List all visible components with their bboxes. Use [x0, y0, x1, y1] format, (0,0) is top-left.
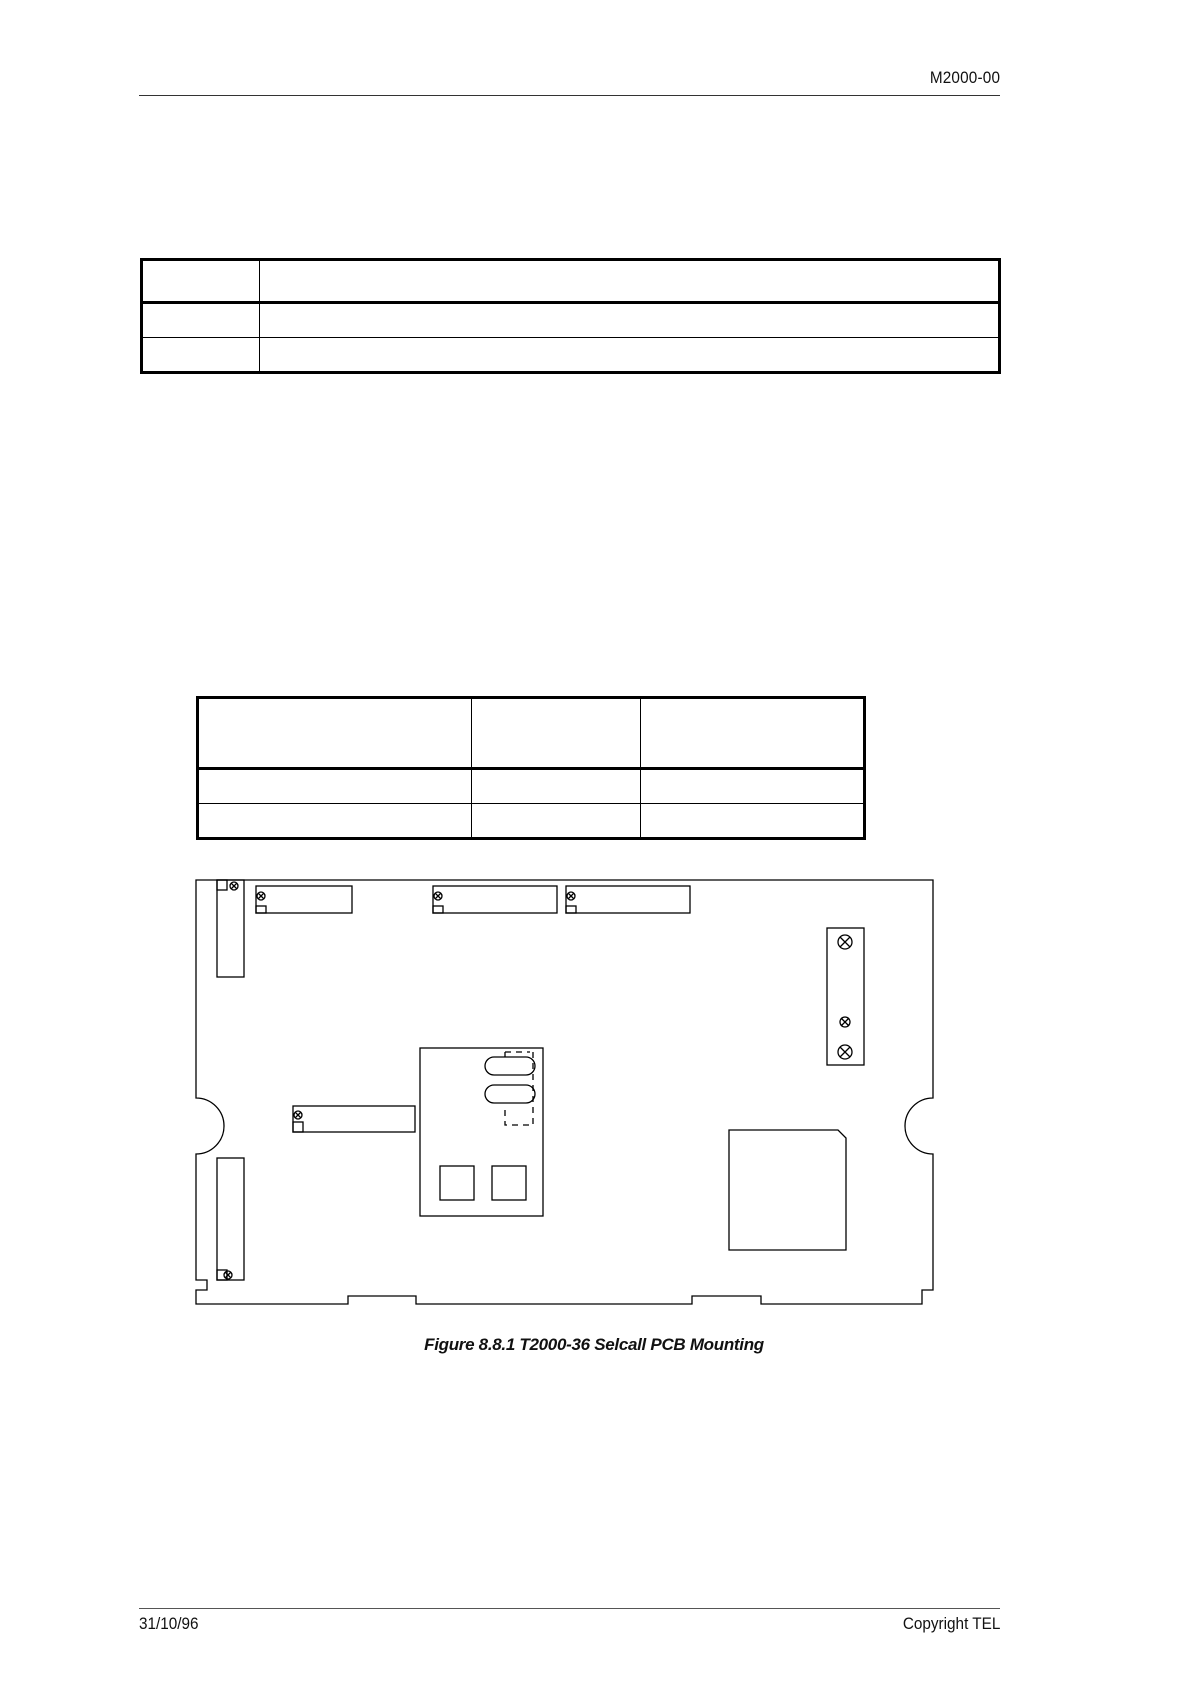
connector-top-3 — [566, 886, 690, 913]
selcall-module — [420, 1048, 543, 1216]
footer-rule — [139, 1608, 1000, 1609]
pcb-board-outline — [196, 880, 933, 1304]
connector-top-1 — [256, 886, 352, 913]
document-code: M2000-00 — [929, 68, 1000, 87]
footer-copyright: Copyright TEL — [902, 1614, 1000, 1633]
large-ic-component — [729, 1130, 846, 1250]
connector-left-bottom — [217, 1158, 244, 1280]
figure-caption: Figure 8.8.1 T2000-36 Selcall PCB Mounting — [424, 1335, 764, 1354]
connector-right-strip — [827, 928, 864, 1065]
connector-left-top — [217, 880, 244, 977]
footer-date: 31/10/96 — [139, 1614, 199, 1633]
connector-top-2 — [433, 886, 557, 913]
connector-mid-left — [293, 1106, 415, 1132]
